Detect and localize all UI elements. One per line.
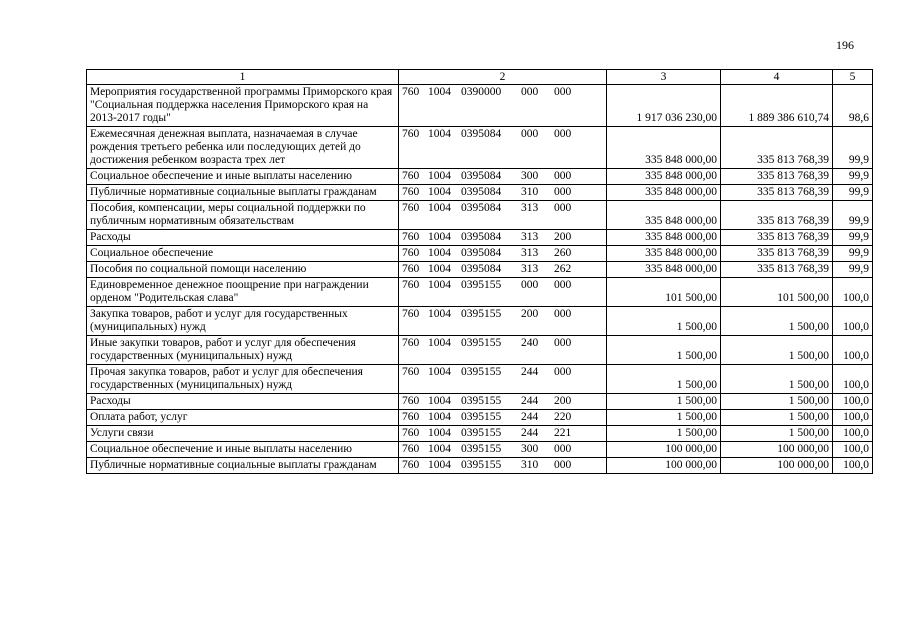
- row-plan-amount: 1 500,00: [607, 307, 721, 336]
- table-row: [87, 442, 873, 458]
- table-row: [87, 169, 873, 185]
- code-target: 0395155: [461, 308, 502, 320]
- row-name: Расходы: [87, 230, 399, 246]
- row-percent: 99,9: [833, 262, 873, 278]
- code-admin: 760: [402, 366, 420, 378]
- code-admin: 760: [402, 86, 420, 98]
- row-name: Единовременное денежное поощрение при награждении орденом "Родительская слава": [87, 278, 399, 307]
- row-plan-amount: 335 848 000,00: [607, 262, 721, 278]
- row-codes: [399, 185, 607, 201]
- row-percent: 100,0: [833, 336, 873, 365]
- row-codes: [399, 85, 607, 127]
- row-codes: [399, 278, 607, 307]
- row-plan-amount: 1 500,00: [607, 410, 721, 426]
- row-plan-amount: 1 500,00: [607, 426, 721, 442]
- row-percent: 100,0: [833, 394, 873, 410]
- code-admin: 760: [402, 202, 420, 214]
- row-plan-amount: 100 000,00: [607, 442, 721, 458]
- row-name: Пособия, компенсации, меры социальной поддержки по публичным нормативным обязательствам: [87, 201, 399, 230]
- row-plan-amount: 100 000,00: [607, 458, 721, 474]
- row-name: Оплата работ, услуг: [87, 410, 399, 426]
- code-kosgu: 000: [554, 308, 572, 320]
- code-admin: 760: [402, 427, 420, 439]
- code-target: 0395155: [461, 411, 502, 423]
- code-section: 1004: [428, 443, 451, 455]
- code-section: 1004: [428, 427, 451, 439]
- code-expense-type: 240: [521, 337, 539, 349]
- code-target: 0395155: [461, 366, 502, 378]
- code-expense-type: 000: [521, 279, 539, 291]
- code-kosgu: 221: [554, 427, 572, 439]
- code-kosgu: 000: [554, 279, 572, 291]
- row-actual-amount: 335 813 768,39: [721, 201, 833, 230]
- code-target: 0395155: [461, 459, 502, 471]
- code-target: 0395155: [461, 395, 502, 407]
- code-target: 0395084: [461, 186, 502, 198]
- code-target: 0390000: [461, 86, 502, 98]
- code-section: 1004: [428, 279, 451, 291]
- table-row: [87, 394, 873, 410]
- row-name: Мероприятия государственной программы Приморского края "Социальная поддержка населения Приморского края на 2013-2017 годы": [87, 85, 399, 127]
- row-name: Социальное обеспечение и иные выплаты населению: [87, 442, 399, 458]
- row-codes: [399, 410, 607, 426]
- row-actual-amount: 335 813 768,39: [721, 169, 833, 185]
- code-section: 1004: [428, 366, 451, 378]
- row-plan-amount: 101 500,00: [607, 278, 721, 307]
- row-actual-amount: 335 813 768,39: [721, 262, 833, 278]
- code-target: 0395084: [461, 202, 502, 214]
- table-body: [87, 85, 873, 474]
- code-kosgu: 260: [554, 247, 572, 259]
- row-plan-amount: 335 848 000,00: [607, 127, 721, 169]
- table-row: [87, 246, 873, 262]
- table-row: [87, 262, 873, 278]
- row-percent: 98,6: [833, 85, 873, 127]
- code-section: 1004: [428, 186, 451, 198]
- code-admin: 760: [402, 247, 420, 259]
- code-kosgu: 000: [554, 443, 572, 455]
- code-target: 0395155: [461, 279, 502, 291]
- code-expense-type: 244: [521, 366, 539, 378]
- row-name: Закупка товаров, работ и услуг для государственных (муниципальных) нужд: [87, 307, 399, 336]
- code-kosgu: 000: [554, 186, 572, 198]
- row-codes: [399, 127, 607, 169]
- code-expense-type: 300: [521, 443, 539, 455]
- row-name: Пособия по социальной помощи населению: [87, 262, 399, 278]
- row-actual-amount: 101 500,00: [721, 278, 833, 307]
- row-actual-amount: 1 500,00: [721, 410, 833, 426]
- code-target: 0395084: [461, 263, 502, 275]
- row-codes: [399, 426, 607, 442]
- row-plan-amount: 335 848 000,00: [607, 169, 721, 185]
- code-kosgu: 000: [554, 170, 572, 182]
- table-row: [87, 365, 873, 394]
- code-admin: 760: [402, 186, 420, 198]
- table-row: [87, 278, 873, 307]
- code-admin: 760: [402, 411, 420, 423]
- code-admin: 760: [402, 337, 420, 349]
- row-name: Прочая закупка товаров, работ и услуг для обеспечения государственных (муниципальных) нужд: [87, 365, 399, 394]
- code-section: 1004: [428, 411, 451, 423]
- column-header: 2: [399, 70, 607, 85]
- row-name: Ежемесячная денежная выплата, назначаемая в случае рождения третьего ребенка или последующих детей до достижения ребенком возраста трех лет: [87, 127, 399, 169]
- code-expense-type: 244: [521, 411, 539, 423]
- column-header: 5: [833, 70, 873, 85]
- row-actual-amount: 335 813 768,39: [721, 185, 833, 201]
- code-kosgu: 000: [554, 459, 572, 471]
- row-name: Публичные нормативные социальные выплаты гражданам: [87, 458, 399, 474]
- row-codes: [399, 230, 607, 246]
- row-percent: 99,9: [833, 201, 873, 230]
- code-section: 1004: [428, 459, 451, 471]
- row-percent: 99,9: [833, 169, 873, 185]
- code-expense-type: 200: [521, 308, 539, 320]
- code-section: 1004: [428, 308, 451, 320]
- code-target: 0395155: [461, 443, 502, 455]
- code-admin: 760: [402, 279, 420, 291]
- code-section: 1004: [428, 170, 451, 182]
- row-name: Услуги связи: [87, 426, 399, 442]
- code-target: 0395084: [461, 231, 502, 243]
- code-admin: 760: [402, 308, 420, 320]
- row-plan-amount: 1 500,00: [607, 394, 721, 410]
- code-expense-type: 313: [521, 231, 539, 243]
- table-row: [87, 410, 873, 426]
- code-section: 1004: [428, 263, 451, 275]
- row-name: Расходы: [87, 394, 399, 410]
- row-actual-amount: 1 500,00: [721, 336, 833, 365]
- code-admin: 760: [402, 263, 420, 275]
- code-kosgu: 000: [554, 128, 572, 140]
- code-target: 0395084: [461, 170, 502, 182]
- row-codes: [399, 307, 607, 336]
- row-actual-amount: 335 813 768,39: [721, 230, 833, 246]
- code-target: 0395084: [461, 128, 502, 140]
- page-number: 196: [836, 38, 854, 52]
- row-plan-amount: 1 917 036 230,00: [607, 85, 721, 127]
- row-actual-amount: 100 000,00: [721, 442, 833, 458]
- code-expense-type: 313: [521, 202, 539, 214]
- code-kosgu: 262: [554, 263, 572, 275]
- row-percent: 100,0: [833, 458, 873, 474]
- column-header: 1: [87, 70, 399, 85]
- code-kosgu: 000: [554, 366, 572, 378]
- row-codes: [399, 458, 607, 474]
- code-expense-type: 300: [521, 170, 539, 182]
- row-plan-amount: 1 500,00: [607, 336, 721, 365]
- table-row: [87, 458, 873, 474]
- row-percent: 100,0: [833, 442, 873, 458]
- row-actual-amount: 1 500,00: [721, 426, 833, 442]
- row-percent: 100,0: [833, 278, 873, 307]
- code-kosgu: 220: [554, 411, 572, 423]
- table-row: [87, 201, 873, 230]
- code-expense-type: 313: [521, 263, 539, 275]
- code-section: 1004: [428, 231, 451, 243]
- row-codes: [399, 169, 607, 185]
- row-name: Социальное обеспечение: [87, 246, 399, 262]
- row-percent: 99,9: [833, 246, 873, 262]
- code-admin: 760: [402, 231, 420, 243]
- column-header: 3: [607, 70, 721, 85]
- table-row: [87, 85, 873, 127]
- code-kosgu: 000: [554, 337, 572, 349]
- row-actual-amount: 1 500,00: [721, 394, 833, 410]
- row-percent: 99,9: [833, 127, 873, 169]
- row-plan-amount: 335 848 000,00: [607, 185, 721, 201]
- row-actual-amount: 100 000,00: [721, 458, 833, 474]
- header-row: [87, 70, 873, 85]
- row-actual-amount: 335 813 768,39: [721, 246, 833, 262]
- code-target: 0395155: [461, 427, 502, 439]
- row-actual-amount: 335 813 768,39: [721, 127, 833, 169]
- code-section: 1004: [428, 337, 451, 349]
- row-codes: [399, 394, 607, 410]
- row-name: Социальное обеспечение и иные выплаты населению: [87, 169, 399, 185]
- row-plan-amount: 1 500,00: [607, 365, 721, 394]
- row-plan-amount: 335 848 000,00: [607, 246, 721, 262]
- code-expense-type: 310: [521, 459, 539, 471]
- table-row: [87, 426, 873, 442]
- code-expense-type: 313: [521, 247, 539, 259]
- code-target: 0395155: [461, 337, 502, 349]
- row-percent: 100,0: [833, 410, 873, 426]
- code-expense-type: 310: [521, 186, 539, 198]
- code-expense-type: 244: [521, 427, 539, 439]
- code-kosgu: 000: [554, 86, 572, 98]
- row-percent: 99,9: [833, 185, 873, 201]
- code-expense-type: 244: [521, 395, 539, 407]
- row-actual-amount: 1 500,00: [721, 365, 833, 394]
- row-percent: 100,0: [833, 307, 873, 336]
- code-section: 1004: [428, 128, 451, 140]
- table-row: [87, 127, 873, 169]
- code-section: 1004: [428, 86, 451, 98]
- code-expense-type: 000: [521, 86, 539, 98]
- code-kosgu: 200: [554, 395, 572, 407]
- row-codes: [399, 442, 607, 458]
- row-plan-amount: 335 848 000,00: [607, 201, 721, 230]
- code-section: 1004: [428, 247, 451, 259]
- code-kosgu: 000: [554, 202, 572, 214]
- code-target: 0395084: [461, 247, 502, 259]
- table-row: [87, 185, 873, 201]
- row-name: Публичные нормативные социальные выплаты гражданам: [87, 185, 399, 201]
- row-percent: 99,9: [833, 230, 873, 246]
- column-header: 4: [721, 70, 833, 85]
- row-codes: [399, 336, 607, 365]
- row-actual-amount: 1 500,00: [721, 307, 833, 336]
- row-percent: 100,0: [833, 365, 873, 394]
- code-admin: 760: [402, 395, 420, 407]
- code-kosgu: 200: [554, 231, 572, 243]
- code-section: 1004: [428, 395, 451, 407]
- table-row: [87, 230, 873, 246]
- code-section: 1004: [428, 202, 451, 214]
- table-row: [87, 307, 873, 336]
- code-admin: 760: [402, 170, 420, 182]
- code-admin: 760: [402, 443, 420, 455]
- budget-table: [86, 69, 873, 474]
- row-codes: [399, 365, 607, 394]
- row-codes: [399, 262, 607, 278]
- table-row: [87, 336, 873, 365]
- code-admin: 760: [402, 459, 420, 471]
- row-actual-amount: 1 889 386 610,74: [721, 85, 833, 127]
- code-expense-type: 000: [521, 128, 539, 140]
- row-name: Иные закупки товаров, работ и услуг для обеспечения государственных (муниципальных) нужд: [87, 336, 399, 365]
- row-percent: 100,0: [833, 426, 873, 442]
- row-codes: [399, 201, 607, 230]
- row-plan-amount: 335 848 000,00: [607, 230, 721, 246]
- row-codes: [399, 246, 607, 262]
- code-admin: 760: [402, 128, 420, 140]
